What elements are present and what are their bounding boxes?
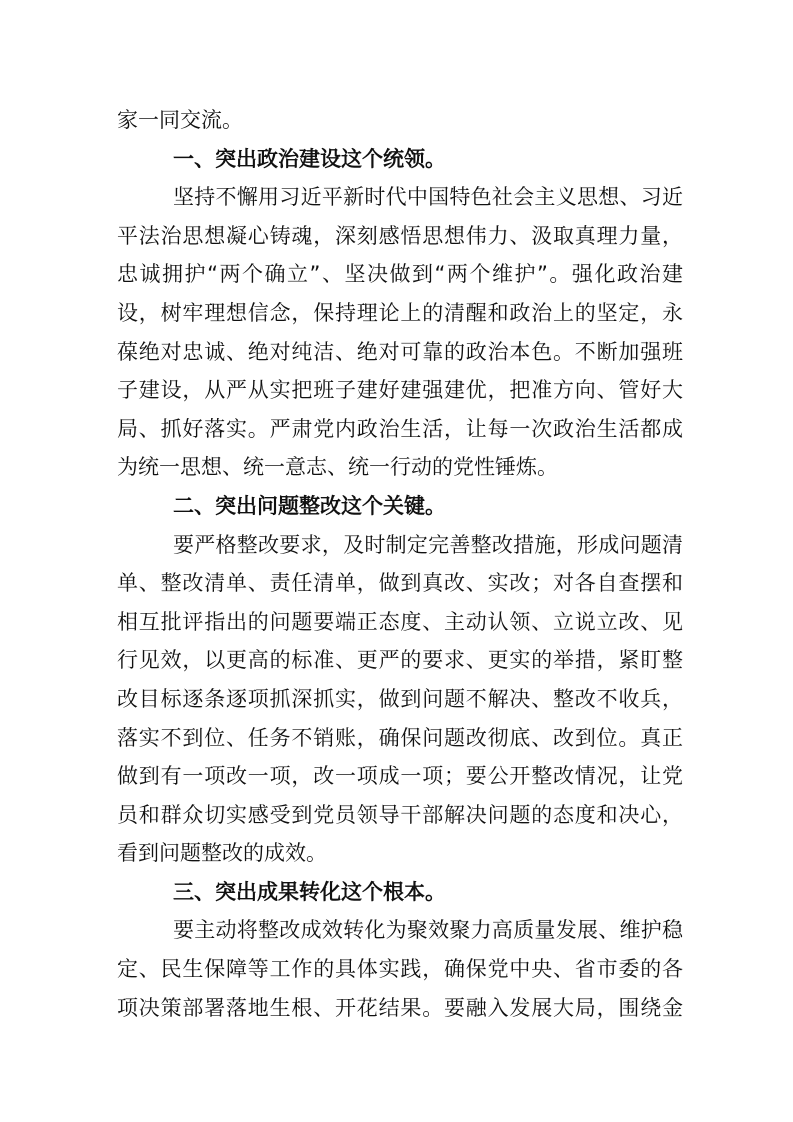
paragraph-line: 为统一思想、统一意志、统一行动的党性锤炼。: [117, 455, 558, 480]
section-heading-3: 三、突出成果转化这个根本。: [173, 879, 446, 904]
paragraph-line: 落实不到位、任务不销账，确保问题改彻底、改到位。真正: [117, 725, 683, 750]
document-page: [117, 101, 683, 1027]
paragraph-line: 忠诚拥护“两个确立”、坚决做到“两个维护”。强化政治建: [117, 262, 683, 287]
paragraph-line: 相互批评指出的问题要端正态度、主动认领、立说立改、见: [117, 609, 683, 634]
paragraph-line: 项决策部署落地生根、开花结果。要融入发展大局，围绕金: [117, 995, 683, 1020]
paragraph-line: 子建设，从严从实把班子建好建强建优，把准方向、管好大: [117, 378, 683, 403]
paragraph-line: 看到问题整改的成效。: [117, 841, 327, 866]
paragraph-line: 设，树牢理想信念，保持理论上的清醒和政治上的坚定，永: [117, 300, 683, 325]
paragraph-line: 葆绝对忠诚、绝对纯洁、绝对可靠的政治本色。不断加强班: [117, 339, 683, 364]
section-heading-1: 一、突出政治建设这个统领。: [173, 146, 446, 171]
paragraph-line: 改目标逐条逐项抓深抓实，做到问题不解决、整改不收兵，: [117, 686, 683, 711]
paragraph-line: 定、民生保障等工作的具体实践，确保党中央、省市委的各: [117, 957, 683, 982]
paragraph-line: 单、整改清单、责任清单，做到真改、实改；对各自查摆和: [117, 571, 683, 596]
paragraph-line: 要主动将整改成效转化为聚效聚力高质量发展、维护稳: [173, 918, 683, 943]
section-heading-2: 二、突出问题整改这个关键。: [173, 493, 446, 518]
paragraph-line: 要严格整改要求，及时制定完善整改措施，形成问题清: [173, 532, 683, 557]
paragraph-line: 平法治思想凝心铸魂，深刻感悟思想伟力、汲取真理力量，: [117, 223, 683, 248]
paragraph-line: 员和群众切实感受到党员领导干部解决问题的态度和决心，: [117, 802, 683, 827]
paragraph-line: 做到有一项改一项，改一项成一项；要公开整改情况，让党: [117, 764, 683, 789]
paragraph-line: 行见效，以更高的标准、更严的要求、更实的举措，紧盯整: [117, 648, 683, 673]
paragraph-line: 家一同交流。: [117, 108, 243, 132]
paragraph-line: 坚持不懈用习近平新时代中国特色社会主义思想、习近: [173, 185, 683, 210]
paragraph-line: 局、抓好落实。严肃党内政治生活，让每一次政治生活都成: [117, 416, 683, 441]
